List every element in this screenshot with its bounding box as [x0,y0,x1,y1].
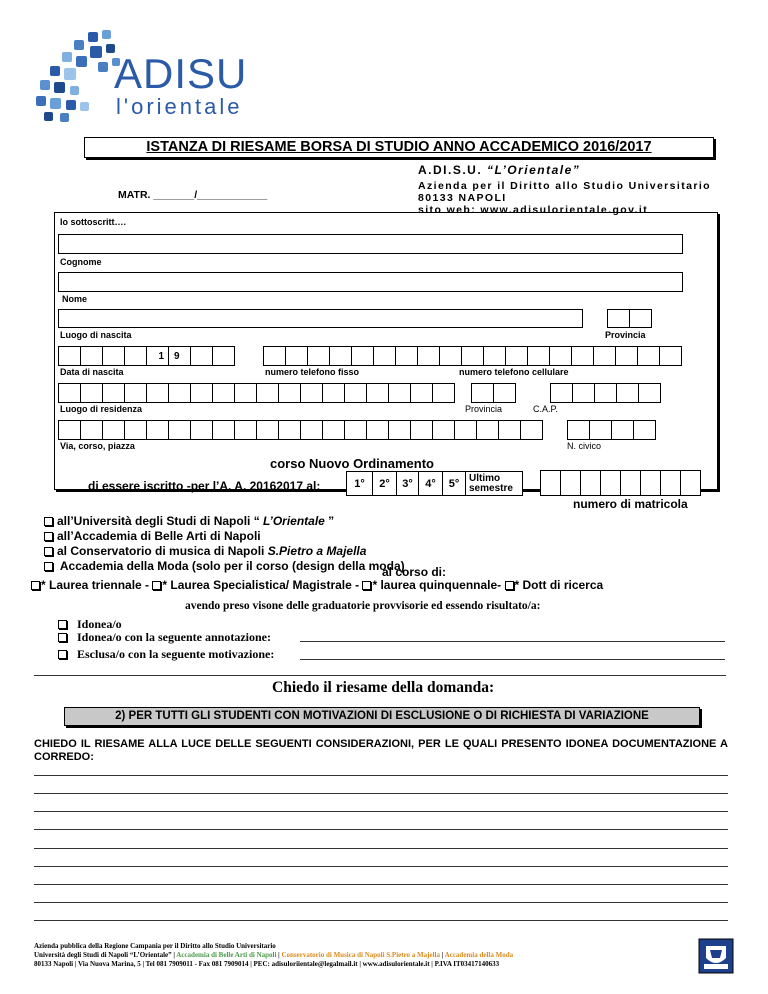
via-cell[interactable] [432,420,455,440]
provincia2-label: Provincia [465,404,503,414]
avendo-text: avendo preso visone delle graduatorie provvisorie ed essendo risultato/a: [185,600,541,612]
checkbox-icon[interactable] [152,581,161,590]
corso-label: * Laurea Specialistica/ Magistrale - [162,578,363,592]
tel-fisso-cell[interactable] [505,346,528,366]
corso-option[interactable] [152,578,362,592]
annotazione-line[interactable] [300,641,725,642]
agency-acronym: A.DI.S.U. [418,163,483,177]
footer [34,942,694,969]
tel-fisso-cell[interactable] [549,346,572,366]
agency-quoted: “L’Orientale” [487,163,581,177]
residenza-cell[interactable] [388,383,411,403]
tel-fisso-cell[interactable] [285,346,308,366]
writing-line[interactable] [34,775,728,776]
matricola-cell[interactable] [560,470,581,496]
corso-option[interactable] [362,578,504,592]
istituto-label: al Conservatorio di musica di Napoli [57,544,268,558]
checkbox-icon[interactable] [44,517,53,526]
corso-option[interactable] [31,578,152,592]
civico-label: N. civico [567,441,602,451]
corso-heading: corso Nuovo Ordinamento [270,456,434,471]
corso-label: * laurea quinquennale- [372,578,505,592]
cap-cell[interactable] [616,383,639,403]
date-cell[interactable] [80,346,103,366]
logo-icon-cluster [28,28,128,123]
writing-line[interactable] [34,829,728,830]
date-cell-year-2[interactable]: 9 [168,346,191,366]
writing-line[interactable] [34,848,728,849]
checkbox-icon[interactable] [58,633,67,642]
residenza-cell[interactable] [300,383,323,403]
residenza-cell[interactable] [344,383,367,403]
via-cell[interactable] [278,420,301,440]
via-cell[interactable] [300,420,323,440]
date-cell[interactable] [212,346,235,366]
corso-option[interactable] [505,578,604,592]
provincia2-cell-2[interactable] [493,383,516,403]
residenza-cell[interactable] [80,383,103,403]
via-cell[interactable] [454,420,477,440]
matr-field[interactable]: MATR. _______/____________ [118,189,268,201]
istituto-option[interactable] [44,544,405,559]
tel-fisso-cell[interactable] [571,346,594,366]
via-cell[interactable] [498,420,521,440]
anno-3[interactable]: 3° [396,471,419,496]
writing-line[interactable] [34,902,728,903]
residenza-cell[interactable] [256,383,279,403]
checkbox-icon[interactable] [44,562,53,571]
residenza-cell[interactable] [212,383,235,403]
provincia-cell-1[interactable] [607,309,630,328]
via-cell[interactable] [234,420,257,440]
agency-line2: 80133 NAPOLI [418,192,507,204]
via-label: Via, corso, piazza [60,441,135,451]
residenza-cell[interactable] [322,383,345,403]
esito-label: Idonea/o con la seguente annotazione: [77,630,272,644]
civico-cell[interactable] [611,420,634,440]
esito-esclusa[interactable] [58,647,274,662]
motivazione-line-2[interactable] [34,675,726,676]
chiedo-text: CHIEDO IL RIESAME ALLA LUCE DELLE SEGUENTI CONSIDERAZIONI, PER LE QUALI PRESENTO IDONEA DOCUMENTAZIONE A CORREDO: [34,738,728,763]
footer-moda: Accademia della Moda [444,951,514,959]
corso-label: * Laurea triennale - [41,578,153,592]
residenza-cell[interactable] [410,383,433,403]
logo-sub: l'orientale [116,94,243,119]
date-cell-year-1[interactable]: 1 [146,346,169,366]
matricola-cell[interactable] [640,470,661,496]
anno-5[interactable]: 5° [442,471,466,496]
matricola-cell[interactable] [620,470,641,496]
istituto-label: all’Università degli Studi di Napoli “ [57,514,264,528]
date-cell[interactable] [58,346,81,366]
tel-fisso-cell[interactable] [439,346,462,366]
residenza-cell[interactable] [124,383,147,403]
tel-fisso-cell[interactable] [417,346,440,366]
civico-cell[interactable] [567,420,590,440]
section-header: 2) PER TUTTI GLI STUDENTI CON MOTIVAZIONI DI ESCLUSIONE O DI RICHIESTA DI VARIAZIONE [64,707,700,726]
via-cell[interactable] [168,420,191,440]
cognome-input[interactable] [58,234,683,254]
via-cell[interactable] [322,420,345,440]
via-cell[interactable] [388,420,411,440]
date-cell[interactable] [124,346,147,366]
civico-cell[interactable] [589,420,612,440]
cognome-label: Cognome [60,257,102,267]
ultimo-semestre-label: Ultimo semestre [469,472,513,494]
esito-label: Esclusa/o con la seguente motivazione: [77,647,275,661]
corso-label: * Dott di ricerca [514,578,604,592]
matricola-cell[interactable] [600,470,621,496]
provincia2-cell-1[interactable] [471,383,494,403]
matricola-cell[interactable] [680,470,701,496]
footer-accademia: Accademia di Belle Arti di Napoli [176,951,277,959]
checkbox-icon[interactable] [505,581,514,590]
checkbox-icon[interactable] [362,581,371,590]
tel-cell-label: numero telefono cellulare [459,367,569,377]
writing-line[interactable] [34,866,728,867]
tel-fisso-cell[interactable] [483,346,506,366]
residenza-cell[interactable] [146,383,169,403]
tel-fisso-cell[interactable] [395,346,418,366]
checkbox-icon[interactable] [44,547,53,556]
civico-cell[interactable] [633,420,656,440]
tel-fisso-cell[interactable] [527,346,550,366]
tel-fisso-cell[interactable] [373,346,396,366]
tel-fisso-cell[interactable] [329,346,352,366]
istituto-suffix: ” [324,514,335,528]
via-cell[interactable] [212,420,235,440]
matricola-cell[interactable] [660,470,681,496]
tel-fisso-cell[interactable] [659,346,682,366]
footer-univ: Università degli Studi di Napoli “L’Orientale” [34,951,172,959]
luogo-residenza-label: Luogo di residenza [60,404,143,414]
istituto-label: all’Accademia di Belle Arti di Napoli [57,529,261,543]
chiedo-heading: Chiedo il riesame della domanda: [272,679,495,696]
matricola-cell[interactable] [540,470,561,496]
residenza-cell[interactable] [58,383,81,403]
tel-fisso-cell[interactable] [307,346,330,366]
date-cell[interactable] [102,346,125,366]
residenza-cell[interactable] [102,383,125,403]
cap-cell[interactable] [572,383,595,403]
data-nascita-label: Data di nascita [60,367,124,377]
residenza-cell[interactable] [366,383,389,403]
checkbox-icon[interactable] [44,532,53,541]
anno-4[interactable]: 4° [418,471,443,496]
anno-2[interactable]: 2° [372,471,397,496]
residenza-cell[interactable] [432,383,455,403]
via-cell[interactable] [146,420,169,440]
istituto-italic: L’Orientale [263,514,325,528]
footer-line1: Azienda pubblica della Regione Campania per il Diritto allo Studio Universitario [34,942,276,950]
istituto-italic: S.Pietro a Majella [267,544,367,558]
anno-1[interactable]: 1° [346,471,373,496]
via-cell[interactable] [366,420,389,440]
tel-fisso-label: numero telefono fisso [265,367,360,377]
corsi-options [31,578,603,592]
agency-line1: Azienda per il Diritto allo Studio Universitario [418,180,711,192]
footer-conservatorio: Conservatorio di Musica di Napoli S.Pietro a Majella [281,951,440,959]
ultimo-semestre[interactable] [465,471,523,496]
provincia-label: Provincia [605,330,646,340]
istituti-list [44,514,405,574]
via-cell[interactable] [124,420,147,440]
checkbox-icon[interactable] [58,650,67,659]
footer-line2: Università degli Studi di Napoli “L’Orientale” | Accademia di Belle Arti di Napoli | Conservatorio di Musica di Napoli S.Pietro a Majella | Accademia della Moda [34,951,514,959]
cap-label: C.A.P. [533,404,558,414]
via-cell[interactable] [410,420,433,440]
tel-fisso-cell[interactable] [615,346,638,366]
tel-fisso-cell[interactable] [593,346,616,366]
via-cell[interactable] [520,420,543,440]
via-cell[interactable] [80,420,103,440]
esito-annotazione[interactable] [58,630,271,645]
cap-cell[interactable] [550,383,573,403]
logo-name: ADISU [114,50,248,97]
al-corso-label: al corso di: [382,565,447,579]
istituto-option[interactable] [44,529,405,544]
residenza-cell[interactable] [234,383,257,403]
luogo-nascita-label: Luogo di nascita [60,330,132,340]
istituto-option[interactable] [44,514,405,529]
writing-line[interactable] [34,920,728,921]
residenza-cell[interactable] [278,383,301,403]
tel-fisso-cell[interactable] [351,346,374,366]
sottoscritto-label: Io sottoscritt…. [60,217,127,227]
via-cell[interactable] [102,420,125,440]
nome-input[interactable] [58,272,683,292]
tel-fisso-cell[interactable] [637,346,660,366]
esito-label: Idonea/o [77,617,122,631]
logo [28,28,248,123]
iscritto-label: di essere iscritto -per l’A. A. 20162017 al: [88,479,321,493]
footer-line3: 80133 Napoli | Via Nuova Marina, 5 | Tel 081 7909011 - Fax 081 7909014 | PEC: adisuloriientale@legalmail.it | www.adisulorientale.it | P.IVA IT03417140633 [34,960,500,968]
writing-line[interactable] [34,884,728,885]
via-cell[interactable] [58,420,81,440]
istituto-label: Accademia della Moda (solo per il corso (design della moda) [57,559,405,573]
checkbox-icon[interactable] [58,620,67,629]
provincia-cell-2[interactable] [629,309,652,328]
via-cell[interactable] [476,420,499,440]
residenza-cell[interactable] [190,383,213,403]
motivazione-line[interactable] [300,659,725,660]
cap-cell[interactable] [638,383,661,403]
regione-campania-logo-icon [698,938,734,974]
via-cell[interactable] [256,420,279,440]
matricola-label: numero di matricola [573,497,688,511]
matricola-cell[interactable] [580,470,601,496]
agency-block [418,163,718,216]
via-cell[interactable] [190,420,213,440]
residenza-cell[interactable] [168,383,191,403]
cap-cell[interactable] [594,383,617,403]
via-cell[interactable] [344,420,367,440]
tel-fisso-cell[interactable] [263,346,286,366]
writing-line[interactable] [34,793,728,794]
page-title: ISTANZA DI RIESAME BORSA DI STUDIO ANNO ACCADEMICO 2016/2017 [84,137,714,158]
luogo-nascita-input[interactable] [58,309,583,328]
istituto-option[interactable] [44,559,405,574]
checkbox-icon[interactable] [31,581,40,590]
writing-line[interactable] [34,811,728,812]
date-cell[interactable] [190,346,213,366]
tel-fisso-cell[interactable] [461,346,484,366]
nome-label: Nome [62,294,88,304]
agency-line3: sito web: www.adisulorientale.gov.it [418,204,649,216]
